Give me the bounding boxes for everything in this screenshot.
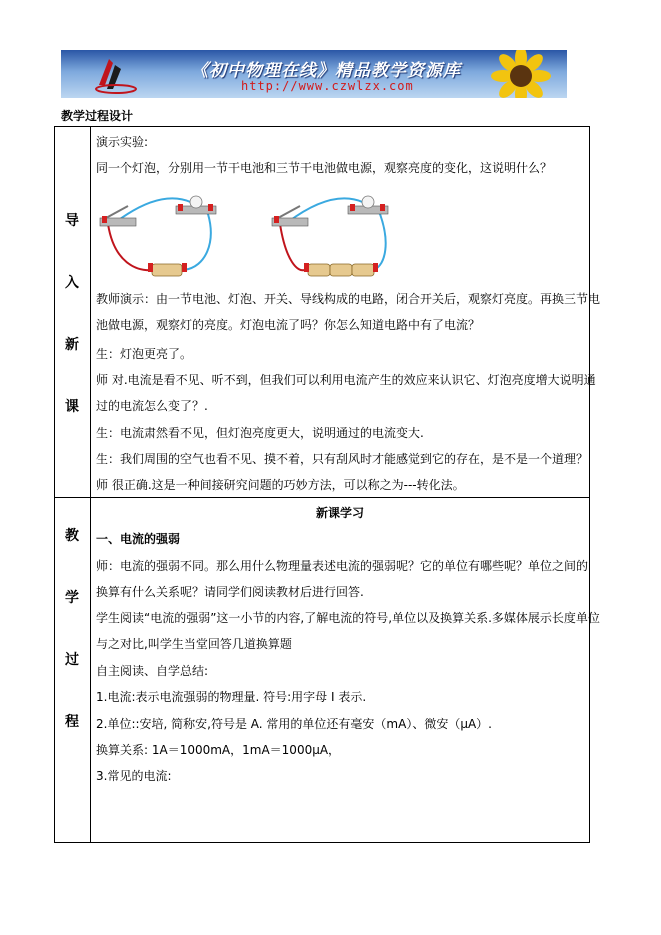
teacher-remark: 师 对.电流是看不见、听不到，但我们可以利用电流产生的效应来认识它、灯泡亮度增大说明通 — [96, 373, 596, 387]
circuit-one-battery-image — [96, 192, 226, 282]
table-divider — [54, 497, 590, 498]
table-divider — [90, 126, 91, 843]
reading-instruction: 学生阅读“电流的强弱”这一小节的内容,了解电流的符号,单位以及换算关系.多媒体展示长度单位 — [96, 611, 600, 625]
student-answer: 生：电流肃然看不见，但灯泡亮度更大，说明通过的电流变大. — [96, 426, 424, 440]
sunflower-icon — [489, 50, 553, 98]
point-current-definition: 1.电流:表示电流强弱的物理量. 符号:用字母 I 表示. — [96, 690, 367, 704]
teacher-remark: 师：电流的强弱不同。那么用什么物理量表述电流的强弱呢？它的单位有哪些呢？单位之间的 — [96, 559, 589, 573]
logo-icon — [91, 55, 141, 95]
point-current-unit: 2.单位::安培, 简称安,符号是 A. 常用的单位还有毫安（mA）、微安（μA）. — [96, 717, 492, 731]
banner-url[interactable]: http://www.czwlzx.com — [241, 79, 414, 93]
side-label-intro: 导 入 新 课 — [65, 213, 79, 415]
header-banner — [61, 50, 567, 98]
teacher-remark: 师 很正确.这是一种间接研究问题的巧妙方法，可以称之为---转化法。 — [96, 478, 465, 492]
side-label-process: 教 学 过 程 — [65, 528, 79, 730]
teacher-remark: 换算有什么关系呢？请同学们阅读教材后进行回答. — [96, 585, 364, 599]
section-title: 教学过程设计 — [61, 109, 134, 123]
reading-instruction: 与之对比,叫学生当堂回答几道换算题 — [96, 637, 292, 651]
unit-conversion: 换算关系: 1A＝1000mA，1mA＝1000μA， — [96, 743, 341, 757]
point-common-currents: 3.常见的电流: — [96, 769, 172, 783]
demo-label: 演示实验: — [96, 135, 149, 149]
question-text: 同一个灯泡，分别用一节干电池和三节干电池做电源，观察亮度的变化，这说明什么？ — [96, 161, 553, 175]
teacher-demo-line: 池做电源，观察灯的亮度。灯泡电流了吗？你怎么知道电路中有了电流？ — [96, 318, 481, 332]
teacher-remark: 过的电流怎么变了？. — [96, 399, 208, 413]
teacher-demo-line: 教师演示：由一节电池、灯泡、开关、导线构成的电路，闭合开关后，观察灯亮度。再换三节电 — [96, 292, 601, 306]
student-answer: 生：灯泡更亮了。 — [96, 347, 193, 361]
banner-title: 《初中物理在线》精品教学资源库 — [191, 61, 461, 81]
lesson-heading: 新课学习 — [315, 506, 364, 520]
self-study-label: 自主阅读、自学总结: — [96, 664, 209, 678]
student-answer: 生：我们周围的空气也看不见、摸不着，只有刮风时才能感觉到它的存在，是不是一个道理？ — [96, 452, 589, 466]
lesson-subheading: 一、电流的强弱 — [96, 532, 181, 546]
circuit-three-batteries-image — [268, 192, 398, 282]
